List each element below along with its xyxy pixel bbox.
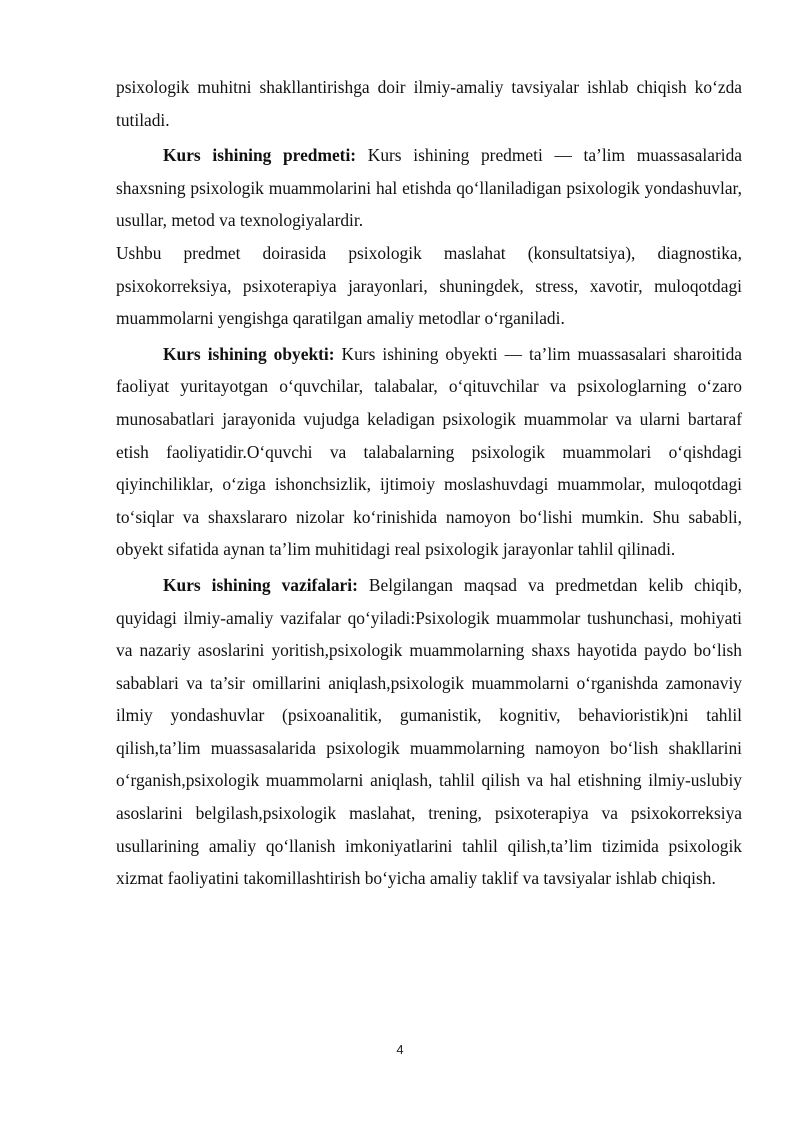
object-text: Kurs ishining obyekti — ta’lim muassasalari sharoitida faoliyat yuritayotgan o‘quvchilar, talabalar, o‘qituvchilar va psixologlarning o‘zaro munosabatlari jarayonida vujudga keladigan psixologik muammolar va ularni bartaraf etish faoliyatidir.O‘quvchi va talabalarning psixologik muammolari o‘qishdagi qiyinchiliklar, o‘ziga ishonchsizlik, ijtimoiy moslashuvdagi muammolar, muloqotdagi to‘siqlar va shaxslararo nizolar ko‘rinishida namoyon bo‘lishi mumkin. Shu sababli, obyekt sifatida aynan ta’lim muhitidagi real psixologik jarayonlar tahlil qilinadi. [116, 343, 742, 560]
object-heading: Kurs ishining obyekti: [163, 343, 335, 364]
paragraph-tasks [116, 569, 742, 895]
page-number: 4 [396, 1042, 404, 1057]
tasks-heading: Kurs ishining vazifalari: [163, 574, 358, 595]
tasks-text: Belgilangan maqsad va predmetdan kelib chiqib, quyidagi ilmiy-amaliy vazifalar qo‘yiladi:Psixologik muammolar tushunchasi, mohiyati va nazariy asoslarini yoritish,psixologik muammolarning shaxs hayotida paydo bo‘lish sabablari va ta’sir omillarini aniqlash,psixologik muammolarni o‘rganishda zamonaviy ilmiy yondashuvlar (psixoanalitik, gumanistik, kognitiv, behavioristik)ni tahlil qilish,ta’lim muassasalarida psixologik muammolarning namoyon bo‘lish shakllarini o‘rganish,psixologik muammolarni aniqlash, tahlil qilish va hal etishning ilmiy-uslubiy asoslarini belgilash,psixologik maslahat, trening, psixoterapiya va psixokorreksiya usullarining amaliy qo‘llanish imkoniyatlarini tahlil qilish,ta’lim tizimida psixologik xizmat faoliyatini takomillashtirish bo‘yicha amaliy taklif va tavsiyalar ishlab chiqish. [116, 574, 742, 889]
subject-text-continued: Ushbu predmet doirasida psixologik maslahat (konsultatsiya), diagnostika, psixokorreksiya, psixoterapiya jarayonlari, shuningdek, stress, xavotir, muloqotdagi muammolarni yengishga qaratilgan amaliy metodlar o‘rganiladi. [116, 242, 742, 329]
paragraph-subject [116, 139, 742, 335]
subject-text: Kurs ishining predmeti — ta’lim muassasalarida shaxsning psixologik muammolarini hal etishda qo‘llaniladigan psixologik yondashuvlar, usullar, metod va texnologiyalardir. [116, 145, 742, 231]
subject-heading: Kurs ishining predmeti: [163, 145, 357, 166]
paragraph-object [116, 338, 742, 566]
document-page [116, 71, 742, 895]
paragraph-intro-tail: psixologik muhitni shakllantirishga doir ilmiy-amaliy tavsiyalar ishlab chiqish ko‘zda tutiladi. [116, 77, 742, 130]
